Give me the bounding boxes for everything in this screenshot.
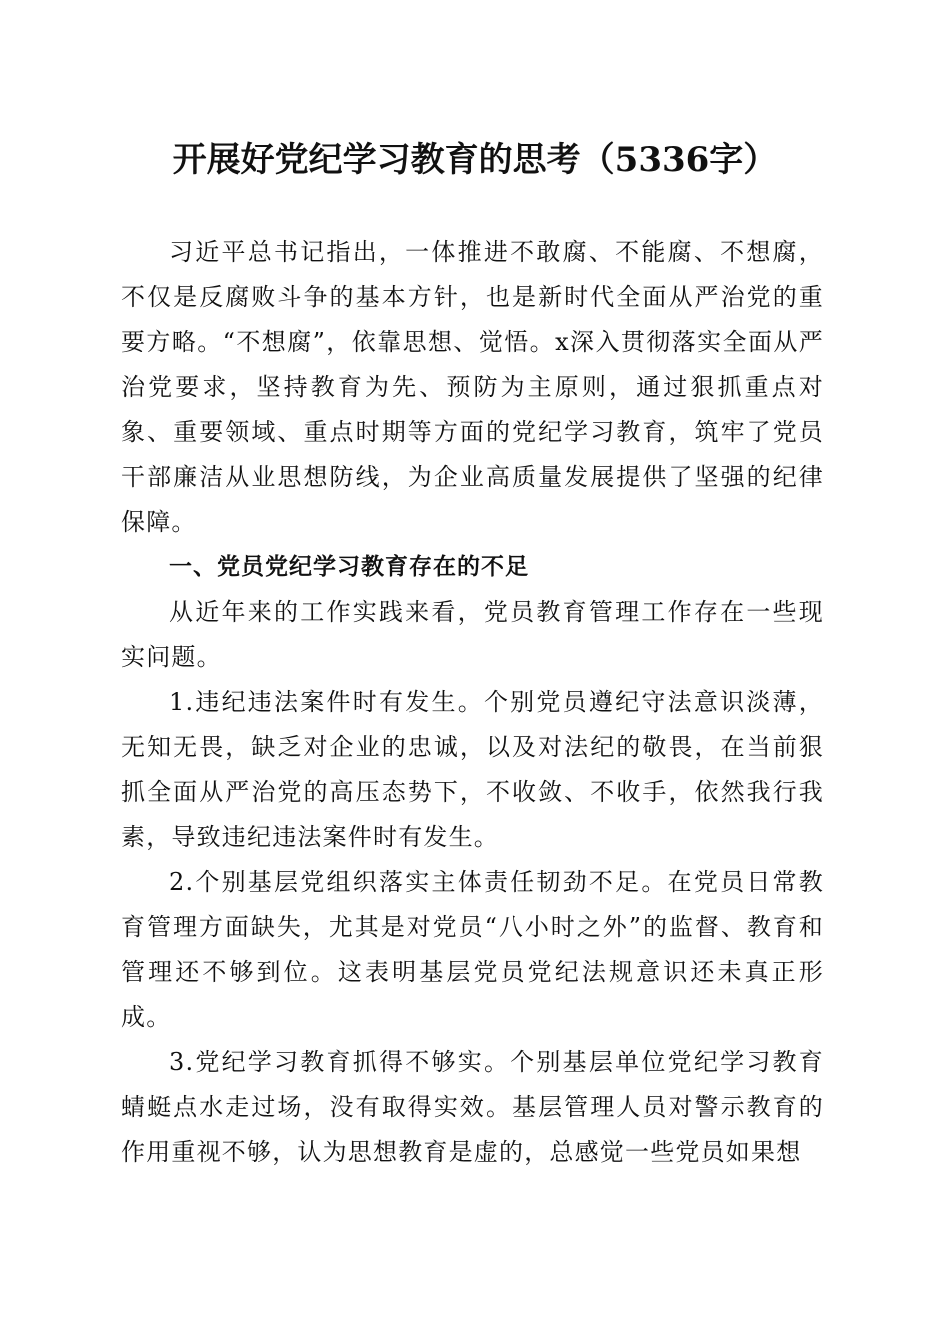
paragraph-point-1: 1.违纪违法案件时有发生。个别党员遵纪守法意识淡薄，无知无畏，缺乏对企业的忠诚，以及对法纪的敬畏，在当前狠抓全面从严治党的高压态势下，不收敛、不收手，依然我行我素，导致违纪违法案件时有发生。 <box>121 688 824 851</box>
paragraph-point-2: 2.个别基层党组织落实主体责任韧劲不足。在党员日常教育管理方面缺失，尤其是对党员“八小时之外”的监督、教育和管理还不够到位。这表明基层党员党纪法规意识还未真正形成。 <box>121 868 824 1031</box>
section-heading-1: 一、党员党纪学习教育存在的不足 <box>169 554 529 580</box>
paragraph-section-intro: 从近年来的工作实践来看，党员教育管理工作存在一些现实问题。 <box>121 598 824 671</box>
paragraph-intro: 习近平总书记指出，一体推进不敢腐、不能腐、不想腐，不仅是反腐败斗争的基本方针，也是新时代全面从严治党的重要方略。“不想腐”，依靠思想、觉悟。x深入贯彻落实全面从严治党要求，坚持教育为先、预防为主原则，通过狠抓重点对象、重要领域、重点时期等方面的党纪学习教育，筑牢了党员干部廉洁从业思想防线，为企业高质量发展提供了坚强的纪律保障。 <box>121 238 824 536</box>
document-title: 开展好党纪学习教育的思考（5336字） <box>172 140 778 180</box>
document-body <box>121 230 824 1175</box>
paragraph-point-3: 3.党纪学习教育抓得不够实。个别基层单位党纪学习教育蜻蜓点水走过场，没有取得实效。基层管理人员对警示教育的作用重视不够，认为思想教育是虚的，总感觉一些党员如果想 <box>121 1048 824 1166</box>
